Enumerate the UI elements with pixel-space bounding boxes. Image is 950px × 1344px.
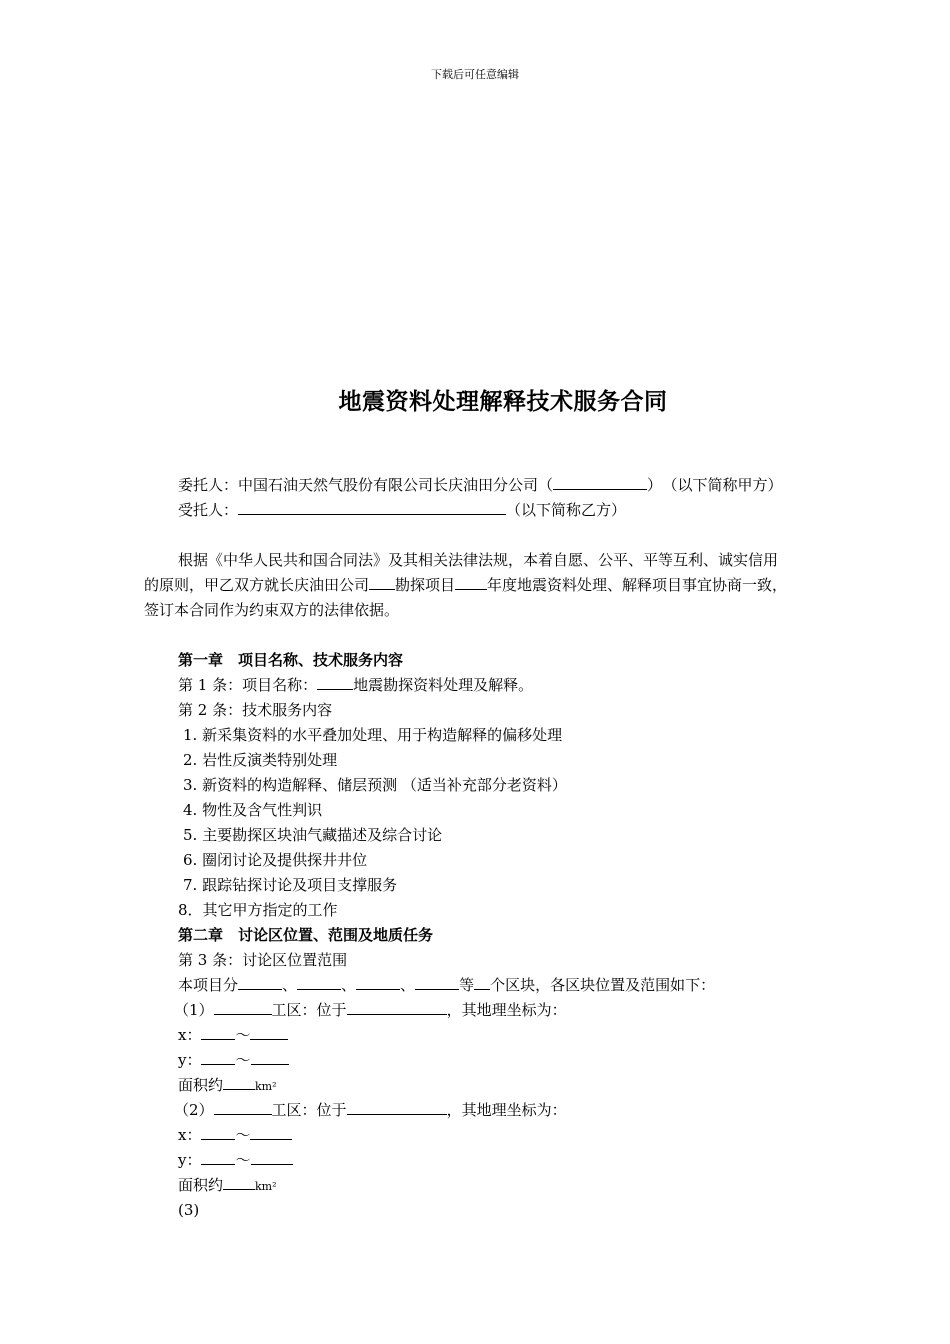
range-tilde: ～ — [235, 1051, 251, 1069]
area-2-coord: ，其地理坐标为： — [446, 1101, 567, 1119]
client-suffix: （以下简称甲方） — [670, 476, 783, 494]
area-2-y — [178, 1150, 293, 1170]
range-tilde: ～ — [235, 1151, 251, 1169]
service-item: 1. 新采集资料的水平叠加处理、用于构造解释的偏移处理 — [183, 726, 563, 744]
service-item: 2. 岩性反演类特别处理 — [183, 751, 338, 769]
blocks-suffix: 个区块，各区块位置及范围如下： — [490, 976, 716, 994]
zone-name-blank — [214, 1100, 272, 1115]
contractor-suffix: （以下简称乙方） — [506, 501, 627, 519]
area-2-size — [178, 1175, 277, 1197]
separator: 、 — [282, 976, 298, 994]
year-blank — [455, 575, 487, 590]
area-1-x — [178, 1025, 288, 1045]
preamble-line-2 — [144, 575, 787, 595]
area-1-coord: ，其地理坐标为： — [446, 1001, 567, 1019]
area-2-line — [174, 1100, 567, 1120]
project-name-blank — [317, 675, 353, 690]
service-item-8: 8．其它甲方指定的工作 — [178, 901, 338, 919]
area-1-size — [178, 1075, 277, 1097]
y-label: y： — [178, 1051, 202, 1069]
client-line — [178, 475, 783, 495]
block-blank — [238, 975, 282, 990]
block-count-blank — [474, 975, 490, 990]
area-1-number: （1） — [174, 1001, 214, 1019]
article-3-label: 第 3 条：讨论区位置范围 — [178, 951, 348, 969]
document-title: 地震资料处理解释技术服务合同 — [338, 389, 668, 415]
range-tilde: ～ — [235, 1126, 251, 1144]
company-blank — [369, 575, 395, 590]
location-blank — [347, 1100, 447, 1115]
area-1-line — [174, 1000, 567, 1020]
blocks-line — [178, 975, 715, 995]
article-1-text: 地震勘探资料处理及解释。 — [353, 676, 534, 694]
coord-blank — [201, 1150, 235, 1165]
coord-blank — [201, 1050, 235, 1065]
coord-blank — [250, 1025, 288, 1040]
article-1-label: 第 1 条：项目名称： — [178, 676, 318, 694]
y-label: y： — [178, 1151, 202, 1169]
client-close: ） — [647, 476, 663, 494]
separator: 、 — [400, 976, 416, 994]
preamble-line-1: 根据《中华人民共和国合同法》及其相关法律法规，本着自愿、公平、平等互利、诚实信用 — [178, 551, 779, 569]
coord-blank — [201, 1025, 235, 1040]
area-3-number: (3) — [178, 1201, 200, 1219]
service-item: 4. 物性及含气性判识 — [183, 801, 323, 819]
range-tilde: ～ — [235, 1026, 251, 1044]
service-item: 7. 跟踪钻探讨论及项目支撑服务 — [183, 876, 398, 894]
area-unit: km² — [255, 1080, 277, 1093]
client-blank — [553, 475, 647, 490]
contractor-blank — [238, 500, 506, 515]
client-label: 委托人： — [178, 476, 239, 494]
article-1 — [178, 675, 533, 695]
block-blank — [415, 975, 459, 990]
area-1-zone: 工区：位于 — [271, 1001, 347, 1019]
area-2-zone: 工区：位于 — [271, 1101, 347, 1119]
area-1-y — [178, 1050, 289, 1070]
block-blank — [297, 975, 341, 990]
coord-blank — [201, 1125, 235, 1140]
blocks-mid: 等 — [459, 976, 475, 994]
area-unit: km² — [255, 1180, 277, 1193]
x-label: x： — [178, 1126, 202, 1144]
coord-blank — [251, 1050, 289, 1065]
area-label: 面积约 — [178, 1076, 224, 1094]
preamble-line-3: 签订本合同作为约束双方的法律依据。 — [144, 601, 400, 619]
area-2-x — [178, 1125, 292, 1145]
block-blank — [356, 975, 400, 990]
service-item: 3. 新资料的构造解释、储层预测 （适当补充部分老资料） — [183, 776, 567, 794]
coord-blank — [250, 1125, 292, 1140]
preamble-text-c: 年度地震资料处理、解释项目事宜协商一致， — [487, 576, 788, 594]
chapter1-heading: 第一章 项目名称、技术服务内容 — [178, 651, 404, 669]
coord-blank — [251, 1150, 293, 1165]
zone-name-blank — [214, 1000, 272, 1015]
preamble-text-a: 的原则，甲乙双方就长庆油田公司 — [144, 576, 370, 594]
location-blank — [347, 1000, 447, 1015]
client-name: 中国石油天然气股份有限公司长庆油田分公司（ — [238, 476, 554, 494]
area-blank — [223, 1175, 255, 1190]
contractor-line — [178, 500, 626, 520]
blocks-prefix: 本项目分 — [178, 976, 239, 994]
x-label: x： — [178, 1026, 202, 1044]
chapter2-heading: 第二章 讨论区位置、范围及地质任务 — [178, 926, 434, 944]
area-label: 面积约 — [178, 1176, 224, 1194]
preamble-text-b: 勘探项目 — [395, 576, 456, 594]
service-item: 5. 主要勘探区块油气藏描述及综合讨论 — [183, 826, 443, 844]
separator: 、 — [341, 976, 357, 994]
article-2-label: 第 2 条：技术服务内容 — [178, 701, 333, 719]
contractor-label: 受托人： — [178, 501, 239, 519]
header-note: 下载后可任意编辑 — [431, 68, 519, 81]
area-blank — [223, 1075, 255, 1090]
area-2-number: （2） — [174, 1101, 214, 1119]
service-item: 6. 圈闭讨论及提供探井井位 — [183, 851, 368, 869]
